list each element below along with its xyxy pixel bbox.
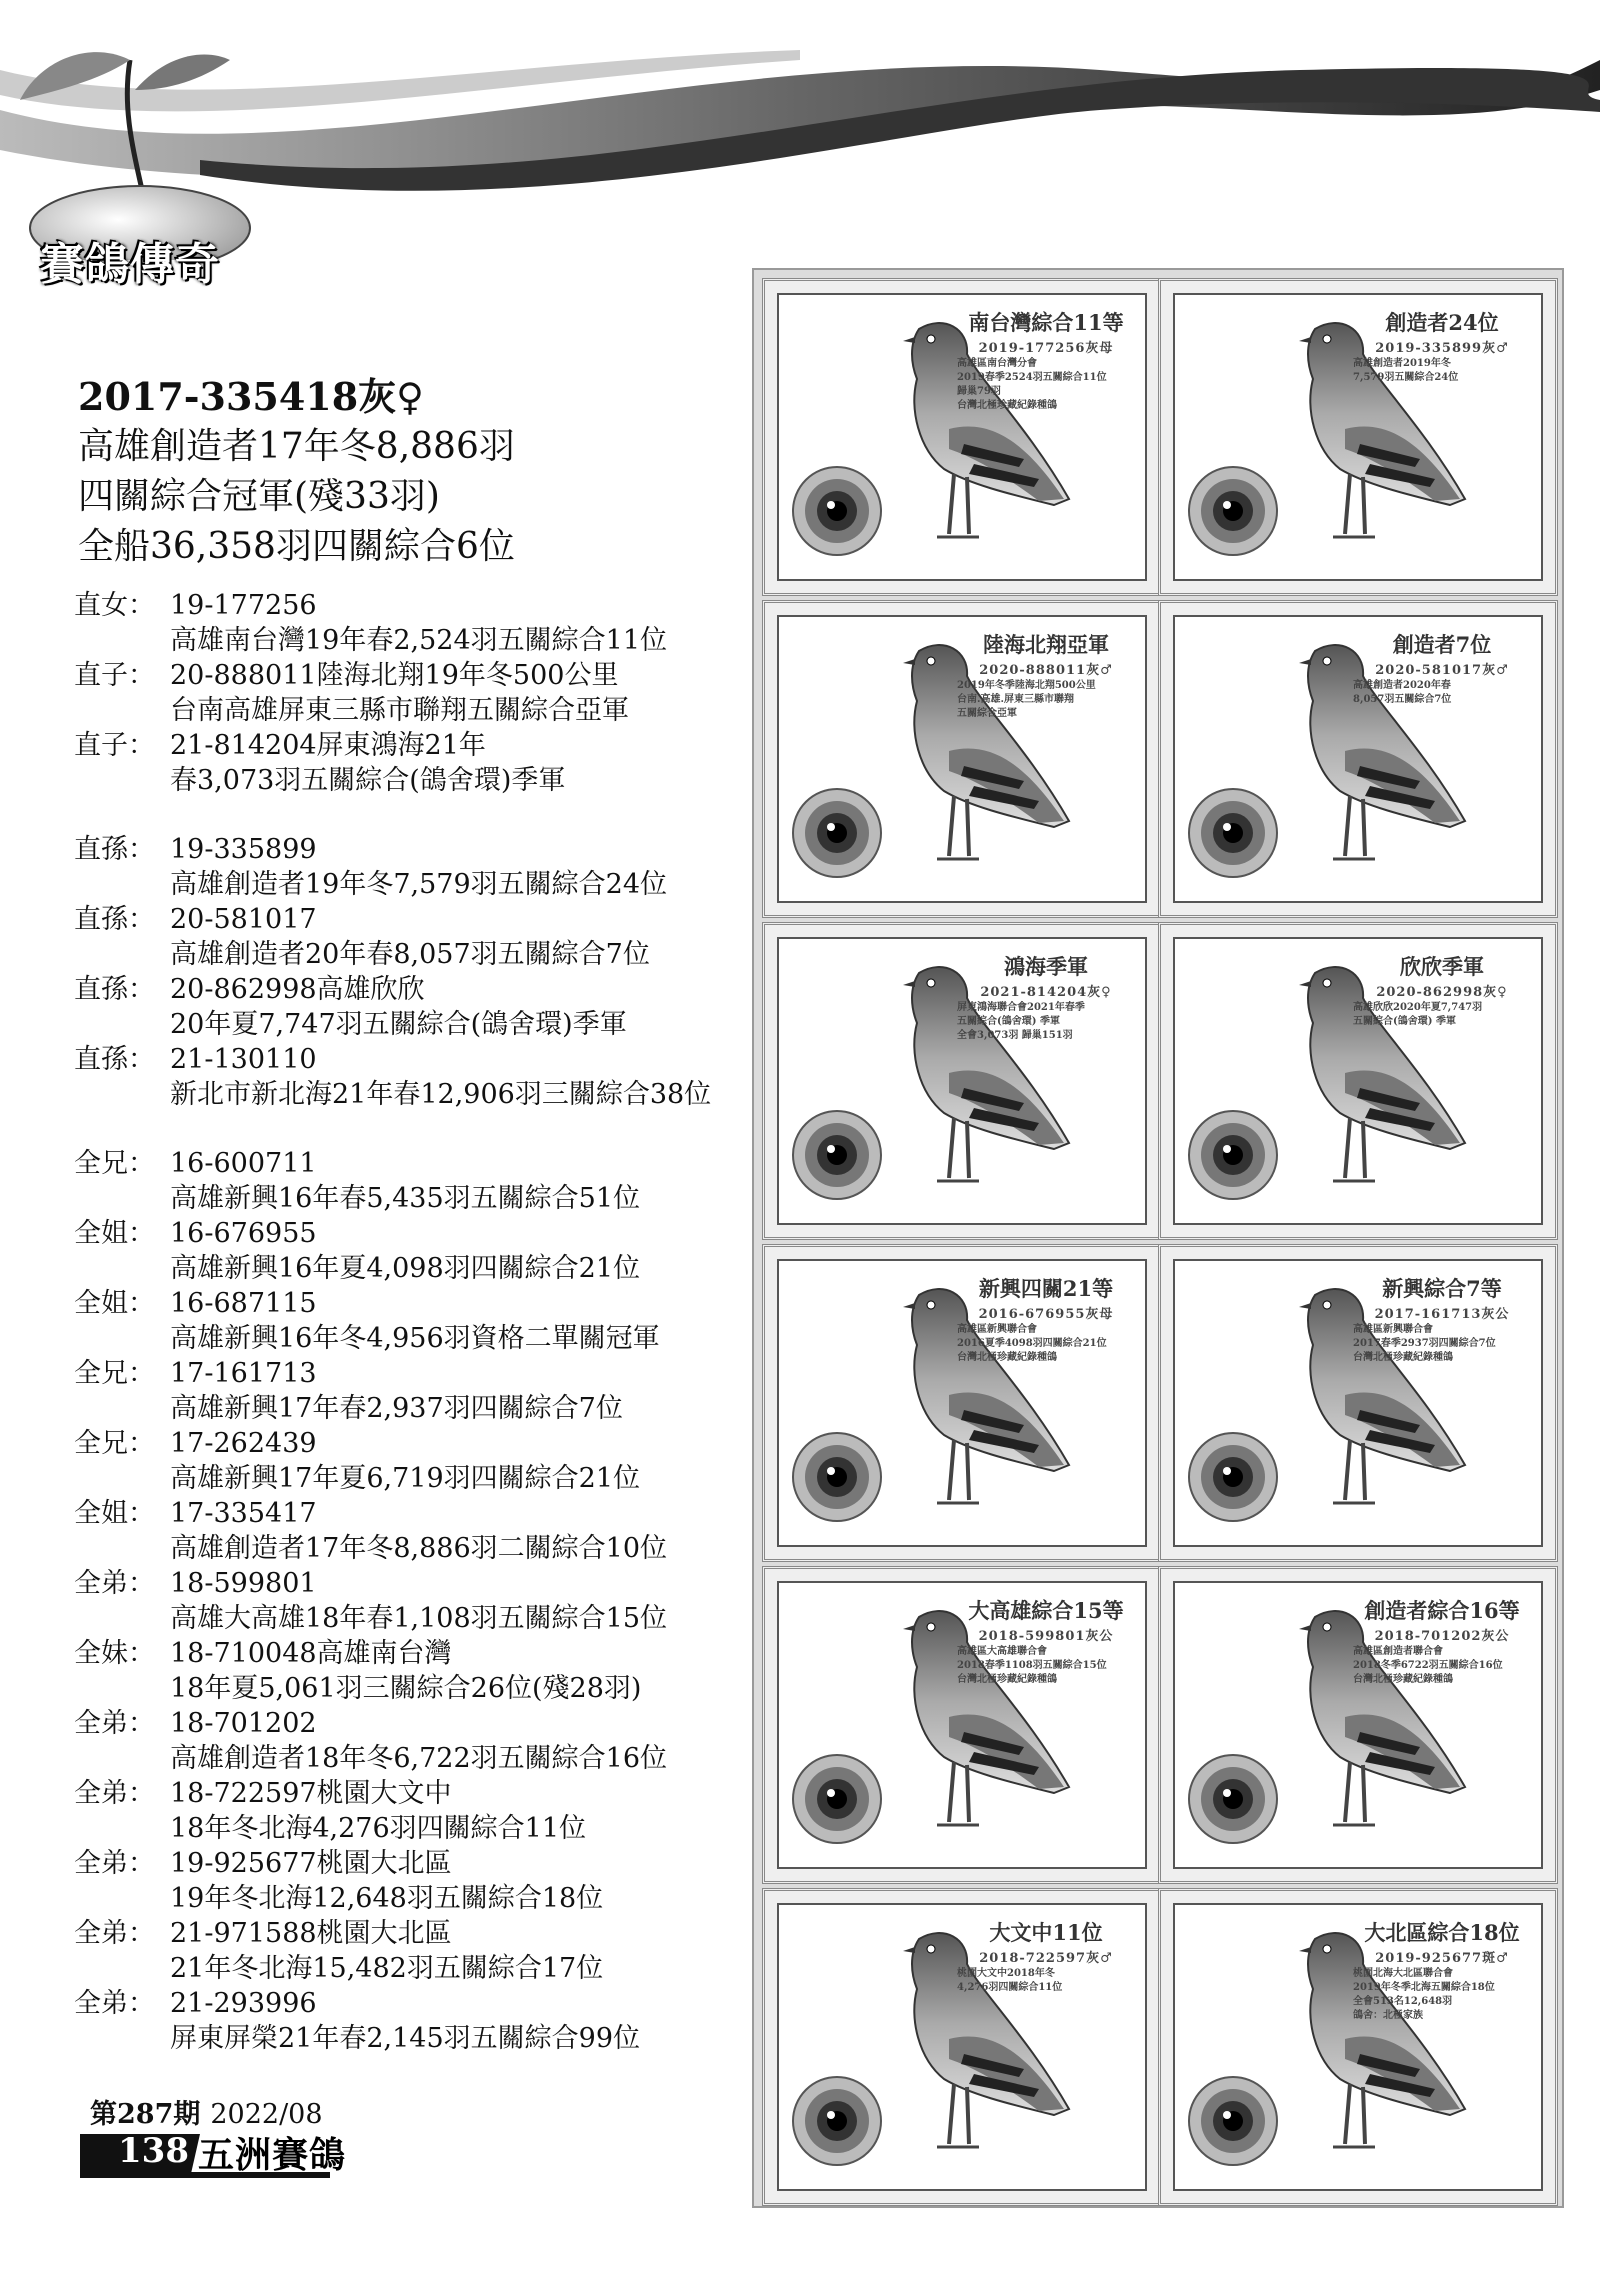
- relative-ring: 21-293996: [170, 1988, 317, 2019]
- pedigree-row: [74, 1706, 754, 1741]
- relation-label: [74, 937, 170, 972]
- relative-ring: 16-600711: [170, 1148, 317, 1179]
- card-ring-number: 2018-722597灰♂: [979, 1951, 1113, 1966]
- relation-label: [74, 1741, 170, 1776]
- pedigree-row: [74, 832, 754, 867]
- relative-record: 高雄新興17年夏6,719羽四關綜合21位: [170, 1463, 641, 1494]
- pedigree-row: [74, 1846, 754, 1881]
- card-ring-number: 2019-177256灰母: [978, 341, 1114, 356]
- pedigree-row: [74, 588, 754, 623]
- relative-record: 20年夏7,747羽五關綜合(鴿舍環)季軍: [170, 1009, 627, 1040]
- header-swoosh-art: [0, 0, 1600, 260]
- card-ring-number: 2018-599801灰公: [978, 1629, 1114, 1644]
- pigeon-card-frame: [1173, 1259, 1543, 1547]
- group-gap: [74, 798, 754, 832]
- card-record-lines: [957, 1323, 1135, 1365]
- eye-closeup-photo: [791, 787, 883, 879]
- relative-ring: 21-971588桃園大北區: [170, 1918, 452, 1949]
- card-record-line: 鴿舍：北極家族: [1353, 2010, 1423, 2021]
- card-ring-number: 2020-862998灰♀: [1376, 985, 1508, 1000]
- relative-ring: 18-701202: [170, 1708, 317, 1739]
- issue-date: 2022/08: [210, 2099, 323, 2130]
- card-record-line: 2019年冬季北海五關綜合18位: [1353, 1982, 1495, 1993]
- relation-label: 直女：: [74, 590, 155, 621]
- pedigree-row: [74, 1181, 754, 1216]
- relative-record: 18年冬北海4,276羽四關綜合11位: [170, 1813, 587, 1844]
- card-record-line: 全會3,073羽 歸巢151羽: [957, 1030, 1073, 1041]
- card-record-line: 高雄區新興聯合會: [957, 1324, 1037, 1335]
- pigeon-card: [1158, 278, 1558, 596]
- relative-ring: 17-161713: [170, 1358, 317, 1389]
- relation-label: [74, 1321, 170, 1356]
- card-title: 鴻海季軍: [1004, 954, 1088, 979]
- relative-record: 高雄新興16年春5,435羽五關綜合51位: [170, 1183, 641, 1214]
- relative-record: 高雄創造者19年冬7,579羽五關綜合24位: [170, 869, 668, 900]
- pigeon-card: [1158, 1888, 1558, 2206]
- pedigree-row: [74, 658, 754, 693]
- eye-closeup-photo: [1187, 1431, 1279, 1523]
- pedigree-row: [74, 1741, 754, 1776]
- pigeon-card: [762, 1244, 1162, 1562]
- card-record-line: 高雄創造者2019年冬: [1353, 358, 1451, 369]
- relative-record: 春3,073羽五關綜合(鴿舍環)季軍: [170, 765, 566, 796]
- card-record-line: 歸巢79羽: [957, 386, 1001, 397]
- relation-label: 全兄：: [74, 1428, 155, 1459]
- relative-record: 高雄南台灣19年春2,524羽五關綜合11位: [170, 625, 668, 656]
- card-ring-number: 2020-888011灰♂: [979, 663, 1113, 678]
- card-title: 創造者綜合16等: [1364, 1598, 1520, 1623]
- pedigree-row: [74, 1601, 754, 1636]
- pedigree-row: [74, 902, 754, 937]
- relative-record: 高雄大高雄18年春1,108羽五關綜合15位: [170, 1603, 668, 1634]
- relation-label: 全兄：: [74, 1148, 155, 1179]
- card-title: 新興四關21等: [978, 1276, 1114, 1301]
- eye-closeup-photo: [791, 1109, 883, 1201]
- relative-record: 高雄新興17年春2,937羽四關綜合7位: [170, 1393, 623, 1424]
- magazine-name: 五洲賽鴿: [198, 2135, 347, 2176]
- issue-number: 第287期: [90, 2099, 201, 2130]
- relative-ring: 19-177256: [170, 590, 317, 621]
- card-record-line: 2018春季1108羽五關綜合15位: [957, 1660, 1107, 1671]
- card-record-line: 高雄欣欣2020年夏7,747羽: [1353, 1002, 1483, 1013]
- card-record-lines: [957, 1967, 1135, 1995]
- pedigree-list: [74, 588, 754, 2056]
- card-record-line: 台灣北極珍藏紀錄種鴿: [957, 1674, 1057, 1685]
- relation-label: 全弟：: [74, 1568, 155, 1599]
- card-record-line: 7,579羽五關綜合24位: [1353, 372, 1459, 383]
- relative-ring: 18-599801: [170, 1568, 317, 1599]
- pigeon-card-frame: [777, 937, 1147, 1225]
- pigeon-card: [762, 922, 1162, 1240]
- eye-closeup-photo: [791, 2075, 883, 2167]
- card-title: 南台灣綜合11等: [968, 310, 1124, 335]
- pigeon-card-frame: [777, 1903, 1147, 2191]
- pedigree-row: [74, 1251, 754, 1286]
- main-ring-number: 2017-335418灰♀: [78, 374, 424, 419]
- card-ring-number: 2021-814204灰♀: [980, 985, 1112, 1000]
- relative-record: 屏東屏榮21年春2,145羽五關綜合99位: [170, 2023, 641, 2054]
- relation-label: 全姐：: [74, 1498, 155, 1529]
- relation-label: [74, 1531, 170, 1566]
- card-record-line: 8,057羽五關綜合7位: [1353, 694, 1452, 705]
- relation-label: 直孫：: [74, 974, 155, 1005]
- card-record-line: 2016夏季4098羽四關綜合21位: [957, 1338, 1107, 1349]
- card-ring-number: 2020-581017灰♂: [1375, 663, 1509, 678]
- card-title: 欣欣季軍: [1400, 954, 1484, 979]
- relation-label: [74, 2021, 170, 2056]
- relative-ring: 19-925677桃園大北區: [170, 1848, 452, 1879]
- pedigree-row: [74, 1951, 754, 1986]
- card-record-line: 2018冬季6722羽五關綜合16位: [1353, 1660, 1503, 1671]
- main-heading: [78, 372, 718, 572]
- card-record-line: 桃園大文中2018年冬: [957, 1968, 1055, 1979]
- card-title: 創造者24位: [1385, 310, 1499, 335]
- eye-closeup-photo: [1187, 465, 1279, 557]
- relation-label: [74, 867, 170, 902]
- relation-label: [74, 763, 170, 798]
- relation-label: 直子：: [74, 730, 155, 761]
- pigeon-card-grid: [752, 268, 1564, 2208]
- relation-label: 全弟：: [74, 1778, 155, 1809]
- pedigree-row: [74, 2021, 754, 2056]
- relative-ring: 18-710048高雄南台灣: [170, 1638, 452, 1669]
- card-record-lines: [957, 1001, 1135, 1043]
- card-record-line: 台灣北極珍藏紀錄種鴿: [1353, 1674, 1453, 1685]
- card-title: 陸海北翔亞軍: [983, 632, 1109, 657]
- card-record-lines: [1353, 1001, 1531, 1029]
- relative-record: 21年冬北海15,482羽五關綜合17位: [170, 1953, 604, 1984]
- relative-record: 台南高雄屏東三縣市聯翔五關綜合亞軍: [170, 695, 629, 726]
- card-record-line: 高雄區創造者聯合會: [1353, 1646, 1443, 1657]
- card-title: 創造者7位: [1392, 632, 1492, 657]
- pedigree-row: [74, 1321, 754, 1356]
- pedigree-row: [74, 1531, 754, 1566]
- pedigree-row: [74, 1077, 754, 1112]
- card-title: 大北區綜合18位: [1364, 1920, 1520, 1945]
- pigeon-card-frame: [1173, 937, 1543, 1225]
- card-title: 新興綜合7等: [1382, 1276, 1502, 1301]
- card-record-lines: [1353, 357, 1531, 385]
- card-record-lines: [1353, 1323, 1531, 1365]
- pedigree-row: [74, 937, 754, 972]
- card-record-line: 五關綜合(鴿舍環) 季軍: [957, 1016, 1060, 1027]
- pedigree-row: [74, 1042, 754, 1077]
- pigeon-card-frame: [777, 1259, 1147, 1547]
- pedigree-row: [74, 1356, 754, 1391]
- relation-label: 全弟：: [74, 1848, 155, 1879]
- card-record-lines: [1353, 679, 1531, 707]
- pedigree-row: [74, 1286, 754, 1321]
- relation-label: 直孫：: [74, 904, 155, 935]
- pedigree-row: [74, 1391, 754, 1426]
- card-record-lines: [1353, 1967, 1531, 2023]
- relation-label: 全兄：: [74, 1358, 155, 1389]
- pigeon-card-frame: [777, 1581, 1147, 1869]
- pedigree-row: [74, 1881, 754, 1916]
- eye-closeup-photo: [1187, 1753, 1279, 1845]
- pedigree-row: [74, 1811, 754, 1846]
- card-record-lines: [1353, 1645, 1531, 1687]
- pigeon-card: [1158, 1244, 1558, 1562]
- relation-label: 全弟：: [74, 1918, 155, 1949]
- relative-ring: 20-581017: [170, 904, 317, 935]
- relative-record: 18年夏5,061羽三關綜合26位(殘28羽): [170, 1673, 642, 1704]
- relation-label: [74, 1461, 170, 1496]
- relative-record: 高雄新興16年冬4,956羽資格二單關冠軍: [170, 1323, 660, 1354]
- pigeon-card: [1158, 922, 1558, 1240]
- card-record-line: 高雄區新興聯合會: [1353, 1324, 1433, 1335]
- main-line-1: 高雄創造者17年冬8,886羽: [78, 426, 515, 467]
- section-title: 賽鴿傳奇: [40, 239, 220, 290]
- relative-record: 高雄新興16年夏4,098羽四關綜合21位: [170, 1253, 641, 1284]
- card-record-line: 五關綜合亞軍: [957, 708, 1017, 719]
- pedigree-row: [74, 1007, 754, 1042]
- pedigree-row: [74, 728, 754, 763]
- card-ring-number: 2018-701202灰公: [1374, 1629, 1510, 1644]
- main-line-2: 四關綜合冠軍(殘33羽): [78, 476, 440, 517]
- eye-closeup-photo: [1187, 1109, 1279, 1201]
- card-record-lines: [957, 357, 1135, 413]
- pigeon-card: [762, 1888, 1162, 2206]
- relative-record: 高雄創造者20年春8,057羽五關綜合7位: [170, 939, 650, 970]
- pedigree-row: [74, 1146, 754, 1181]
- pigeon-card: [1158, 600, 1558, 918]
- pigeon-card-frame: [1173, 293, 1543, 581]
- eye-closeup-photo: [791, 465, 883, 557]
- relation-label: [74, 623, 170, 658]
- pedigree-row: [74, 1776, 754, 1811]
- relation-label: [74, 1881, 170, 1916]
- relation-label: 全弟：: [74, 1988, 155, 2019]
- card-record-line: 4,276羽四關綜合11位: [957, 1982, 1063, 1993]
- relative-record: 新北市新北海21年春12,906羽三關綜合38位: [170, 1079, 712, 1110]
- pigeon-card: [762, 600, 1162, 918]
- relative-record: 19年冬北海12,648羽五關綜合18位: [170, 1883, 604, 1914]
- relation-label: 全妹：: [74, 1638, 155, 1669]
- pedigree-row: [74, 1671, 754, 1706]
- card-record-line: 2019年冬季陸海北翔500公里: [957, 680, 1096, 691]
- relative-ring: 21-130110: [170, 1044, 317, 1075]
- pedigree-row: [74, 1986, 754, 2021]
- pedigree-row: [74, 1461, 754, 1496]
- card-record-line: 高雄創造者2020年春: [1353, 680, 1451, 691]
- card-record-line: 2019春季2524羽五關綜合11位: [957, 372, 1107, 383]
- pedigree-row: [74, 763, 754, 798]
- pigeon-card-frame: [777, 615, 1147, 903]
- pedigree-row: [74, 1426, 754, 1461]
- eye-closeup-photo: [791, 1753, 883, 1845]
- relative-ring: 16-687115: [170, 1288, 317, 1319]
- pigeon-card: [1158, 1566, 1558, 1884]
- relative-ring: 20-862998高雄欣欣: [170, 974, 425, 1005]
- page-number: 138: [118, 2131, 189, 2171]
- eye-closeup-photo: [1187, 787, 1279, 879]
- pedigree-row: [74, 1636, 754, 1671]
- card-record-line: 屏東鴻海聯合會2021年春季: [957, 1002, 1085, 1013]
- pigeon-card-frame: [1173, 615, 1543, 903]
- card-record-line: 2017春季2937羽四關綜合7位: [1353, 1338, 1496, 1349]
- pedigree-row: [74, 972, 754, 1007]
- relative-record: 高雄創造者17年冬8,886羽二關綜合10位: [170, 1533, 668, 1564]
- footer-issue: [90, 2092, 333, 2131]
- relation-label: [74, 1077, 170, 1112]
- relative-ring: 17-262439: [170, 1428, 317, 1459]
- pedigree-row: [74, 623, 754, 658]
- card-record-line: 台南.高雄.屏東三縣市聯翔: [957, 694, 1074, 705]
- eye-closeup-photo: [791, 1431, 883, 1523]
- relation-label: 直孫：: [74, 1044, 155, 1075]
- card-ring-number: 2016-676955灰母: [978, 1307, 1114, 1322]
- pedigree-row: [74, 1216, 754, 1251]
- group-gap: [74, 1112, 754, 1146]
- pigeon-card-frame: [1173, 1903, 1543, 2191]
- relation-label: 全姐：: [74, 1218, 155, 1249]
- relation-label: [74, 1181, 170, 1216]
- relation-label: [74, 693, 170, 728]
- pedigree-row: [74, 1566, 754, 1601]
- card-record-line: 高雄區大高雄聯合會: [957, 1646, 1047, 1657]
- card-record-lines: [957, 679, 1135, 721]
- pigeon-card: [762, 1566, 1162, 1884]
- relation-label: 直子：: [74, 660, 155, 691]
- relative-record: 高雄創造者18年冬6,722羽五關綜合16位: [170, 1743, 668, 1774]
- pedigree-row: [74, 693, 754, 728]
- relative-ring: 16-676955: [170, 1218, 317, 1249]
- relation-label: 全姐：: [74, 1288, 155, 1319]
- pigeon-card-frame: [1173, 1581, 1543, 1869]
- relation-label: 全弟：: [74, 1708, 155, 1739]
- pigeon-card-frame: [777, 293, 1147, 581]
- main-line-3: 全船36,358羽四關綜合6位: [78, 526, 515, 567]
- card-record-line: 桃園北海大北區聯合會: [1353, 1968, 1453, 1979]
- relative-ring: 20-888011陸海北翔19年冬500公里: [170, 660, 619, 691]
- relative-ring: 17-335417: [170, 1498, 317, 1529]
- card-record-line: 全會513名12,648羽: [1353, 1996, 1453, 2007]
- pigeon-card: [762, 278, 1162, 596]
- pedigree-row: [74, 1916, 754, 1951]
- pedigree-row: [74, 1496, 754, 1531]
- card-ring-number: 2019-335899灰♂: [1375, 341, 1509, 356]
- relation-label: [74, 1391, 170, 1426]
- relation-label: [74, 1251, 170, 1286]
- relation-label: [74, 1811, 170, 1846]
- eye-closeup-photo: [1187, 2075, 1279, 2167]
- relative-ring: 21-814204屏東鴻海21年: [170, 730, 486, 761]
- card-record-line: 五關綜合(鴿舍環) 季軍: [1353, 1016, 1456, 1027]
- relation-label: [74, 1007, 170, 1042]
- card-ring-number: 2019-925677斑♂: [1375, 1951, 1509, 1966]
- card-title: 大高雄綜合15等: [968, 1598, 1124, 1623]
- relation-label: [74, 1671, 170, 1706]
- card-record-line: 台灣北極珍藏紀錄種鴿: [957, 400, 1057, 411]
- pedigree-row: [74, 867, 754, 902]
- card-record-line: 高雄區南台灣分會: [957, 358, 1037, 369]
- card-record-line: 台灣北極珍藏紀錄種鴿: [957, 1352, 1057, 1363]
- relation-label: [74, 1601, 170, 1636]
- card-record-line: 台灣北極珍藏紀錄種鴿: [1353, 1352, 1453, 1363]
- card-ring-number: 2017-161713灰公: [1374, 1307, 1510, 1322]
- card-title: 大文中11位: [989, 1920, 1103, 1945]
- card-record-lines: [957, 1645, 1135, 1687]
- relative-ring: 19-335899: [170, 834, 317, 865]
- relation-label: 直孫：: [74, 834, 155, 865]
- relation-label: [74, 1951, 170, 1986]
- relative-ring: 18-722597桃園大文中: [170, 1778, 452, 1809]
